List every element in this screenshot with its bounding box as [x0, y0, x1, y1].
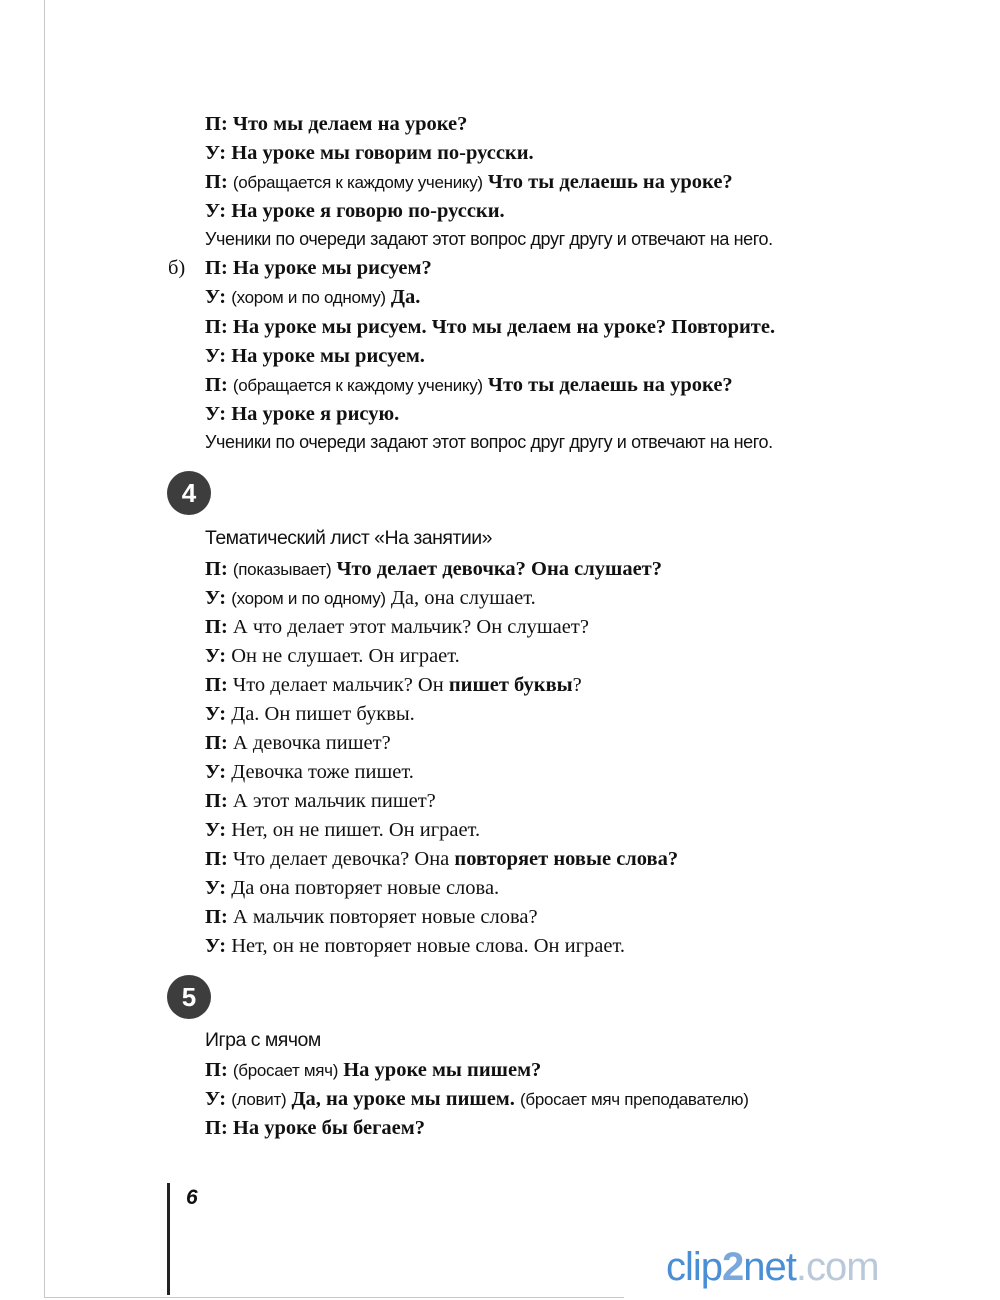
dialogue-line [205, 402, 399, 426]
line-text: Что ты делаешь на уроке? [487, 171, 733, 193]
speaker-label: П: [205, 1059, 228, 1081]
emphasis-text: пишет буквы [448, 674, 573, 696]
list-marker: б) [168, 257, 186, 279]
speaker-label: П: [205, 316, 228, 338]
dialogue-line [205, 112, 467, 136]
dialogue-line [205, 731, 391, 755]
line-text: А этот мальчик пишет? [232, 790, 436, 812]
stage-direction: (бросает мяч преподавателю) [520, 1090, 749, 1109]
speaker-label: У: [205, 1088, 227, 1110]
stage-direction: (ловит) [231, 1090, 287, 1109]
dialogue-line [205, 586, 536, 611]
line-text: Что ты делаешь на уроке? [487, 374, 733, 396]
line-text: Да. [390, 286, 421, 308]
stage-direction: (хором и по одному) [231, 288, 386, 307]
line-text: На уроке мы пишем? [343, 1059, 542, 1081]
line-text: На уроке я говорю по-русски. [231, 200, 505, 222]
dialogue-line [205, 557, 662, 582]
stage-direction: (обращается к каждому ученику) [232, 173, 483, 192]
dialogue-line [205, 1087, 749, 1112]
dialogue-line [205, 847, 678, 871]
dialogue-line [205, 141, 534, 165]
line-text: Что делает девочка? Она [336, 558, 570, 580]
dialogue-line [205, 818, 480, 842]
dialogue-line [205, 170, 733, 195]
watermark-part: net [743, 1245, 796, 1289]
speaker-label: П: [205, 906, 228, 928]
dialogue-line [205, 256, 432, 280]
page-number: 6 [186, 1186, 198, 1209]
speaker-label: П: [205, 171, 228, 193]
instruction-text: Ученики по очереди задают этот вопрос друг другу и отвечают на него. [205, 432, 773, 452]
stage-direction: (бросает мяч) [232, 1061, 339, 1080]
speaker-label: П: [205, 674, 228, 696]
emphasis-text: повторяет новые слова? [454, 848, 679, 870]
line-text: На уроке бы бегаем? [232, 1117, 425, 1139]
speaker-label: У: [205, 200, 227, 222]
line-text: Что делает девочка? Она [232, 848, 450, 870]
dialogue-line [205, 934, 625, 958]
section-heading: Тематический лист «На занятии» [205, 527, 493, 549]
speaker-label: У: [205, 142, 227, 164]
line-text: Нет, он не пишет. Он играет. [231, 819, 481, 841]
speaker-label: У: [205, 645, 227, 667]
speaker-label: У: [205, 935, 227, 957]
line-text: На уроке мы рисуем. Что мы делаем на уроке? Повторите. [232, 316, 776, 338]
speaker-label: П: [205, 374, 228, 396]
line-text: Да, она слушает. [390, 587, 536, 609]
dialogue-line [205, 315, 775, 339]
line-text: Он не слушает. Он играет. [231, 645, 460, 667]
instruction-text: Ученики по очереди задают этот вопрос друг другу и отвечают на него. [205, 229, 773, 249]
speaker-label: П: [205, 257, 228, 279]
line-text: Что делает мальчик? Он [232, 674, 444, 696]
section-heading: Игра с мячом [205, 1029, 321, 1051]
speaker-label: П: [205, 558, 228, 580]
watermark-part: 2 [722, 1245, 744, 1289]
speaker-label: П: [205, 848, 228, 870]
dialogue-line [205, 615, 589, 639]
line-text: На уроке мы рисуем? [232, 257, 432, 279]
stage-direction: (обращается к каждому ученику) [232, 376, 483, 395]
line-text: Да. Он пишет буквы. [231, 703, 415, 725]
dialogue-line [205, 644, 460, 668]
dialogue-line [205, 1058, 541, 1083]
speaker-label: П: [205, 616, 228, 638]
line-text: Нет, он не повторяет новые слова. Он играет. [231, 935, 626, 957]
stage-direction: (показывает) [232, 560, 332, 579]
emphasis-text: слушает? [574, 558, 662, 580]
watermark-part: .com [795, 1245, 879, 1289]
line-text: Девочка тоже пишет. [231, 761, 414, 783]
speaker-label: У: [205, 345, 227, 367]
dialogue-line [205, 673, 582, 697]
dialogue-line [205, 905, 538, 929]
line-text: Да, на уроке мы пишем. [291, 1088, 515, 1110]
line-text: Да она повторяет новые слова. [231, 877, 500, 899]
dialogue-line [205, 876, 499, 900]
speaker-label: У: [205, 761, 227, 783]
line-text: Что мы делаем на уроке? [232, 113, 468, 135]
line-text: А что делает этот мальчик? Он слушает? [232, 616, 589, 638]
line-text: На уроке я рисую. [231, 403, 400, 425]
watermark-part: clip [666, 1245, 723, 1289]
speaker-label: У: [205, 286, 227, 308]
section-number-badge: 5 [167, 975, 211, 1019]
dialogue-line [205, 344, 425, 368]
footer-rule [167, 1183, 170, 1295]
speaker-label: П: [205, 1117, 228, 1139]
dialogue-line [205, 789, 436, 813]
page-edge-left [44, 0, 45, 1298]
speaker-label: У: [205, 819, 227, 841]
dialogue-line [205, 702, 415, 726]
speaker-label: У: [205, 703, 227, 725]
speaker-label: У: [205, 587, 227, 609]
stage-direction: (хором и по одному) [231, 589, 386, 608]
line-text: На уроке мы говорим по-русски. [231, 142, 534, 164]
dialogue-line [205, 285, 420, 310]
dialogue-line [205, 373, 733, 398]
speaker-label: У: [205, 403, 227, 425]
speaker-label: П: [205, 113, 228, 135]
speaker-label: П: [205, 790, 228, 812]
line-text: А мальчик повторяет новые слова? [232, 906, 538, 928]
dialogue-line [205, 760, 414, 784]
speaker-label: П: [205, 732, 228, 754]
speaker-label: У: [205, 877, 227, 899]
section-number-badge: 4 [167, 471, 211, 515]
line-text: На уроке мы рисуем. [231, 345, 425, 367]
watermark [666, 1245, 879, 1290]
page-edge-bottom [44, 1297, 624, 1298]
line-punctuation: ? [572, 674, 582, 696]
line-text: А девочка пишет? [232, 732, 391, 754]
dialogue-line [205, 199, 505, 223]
dialogue-line [205, 1116, 425, 1140]
